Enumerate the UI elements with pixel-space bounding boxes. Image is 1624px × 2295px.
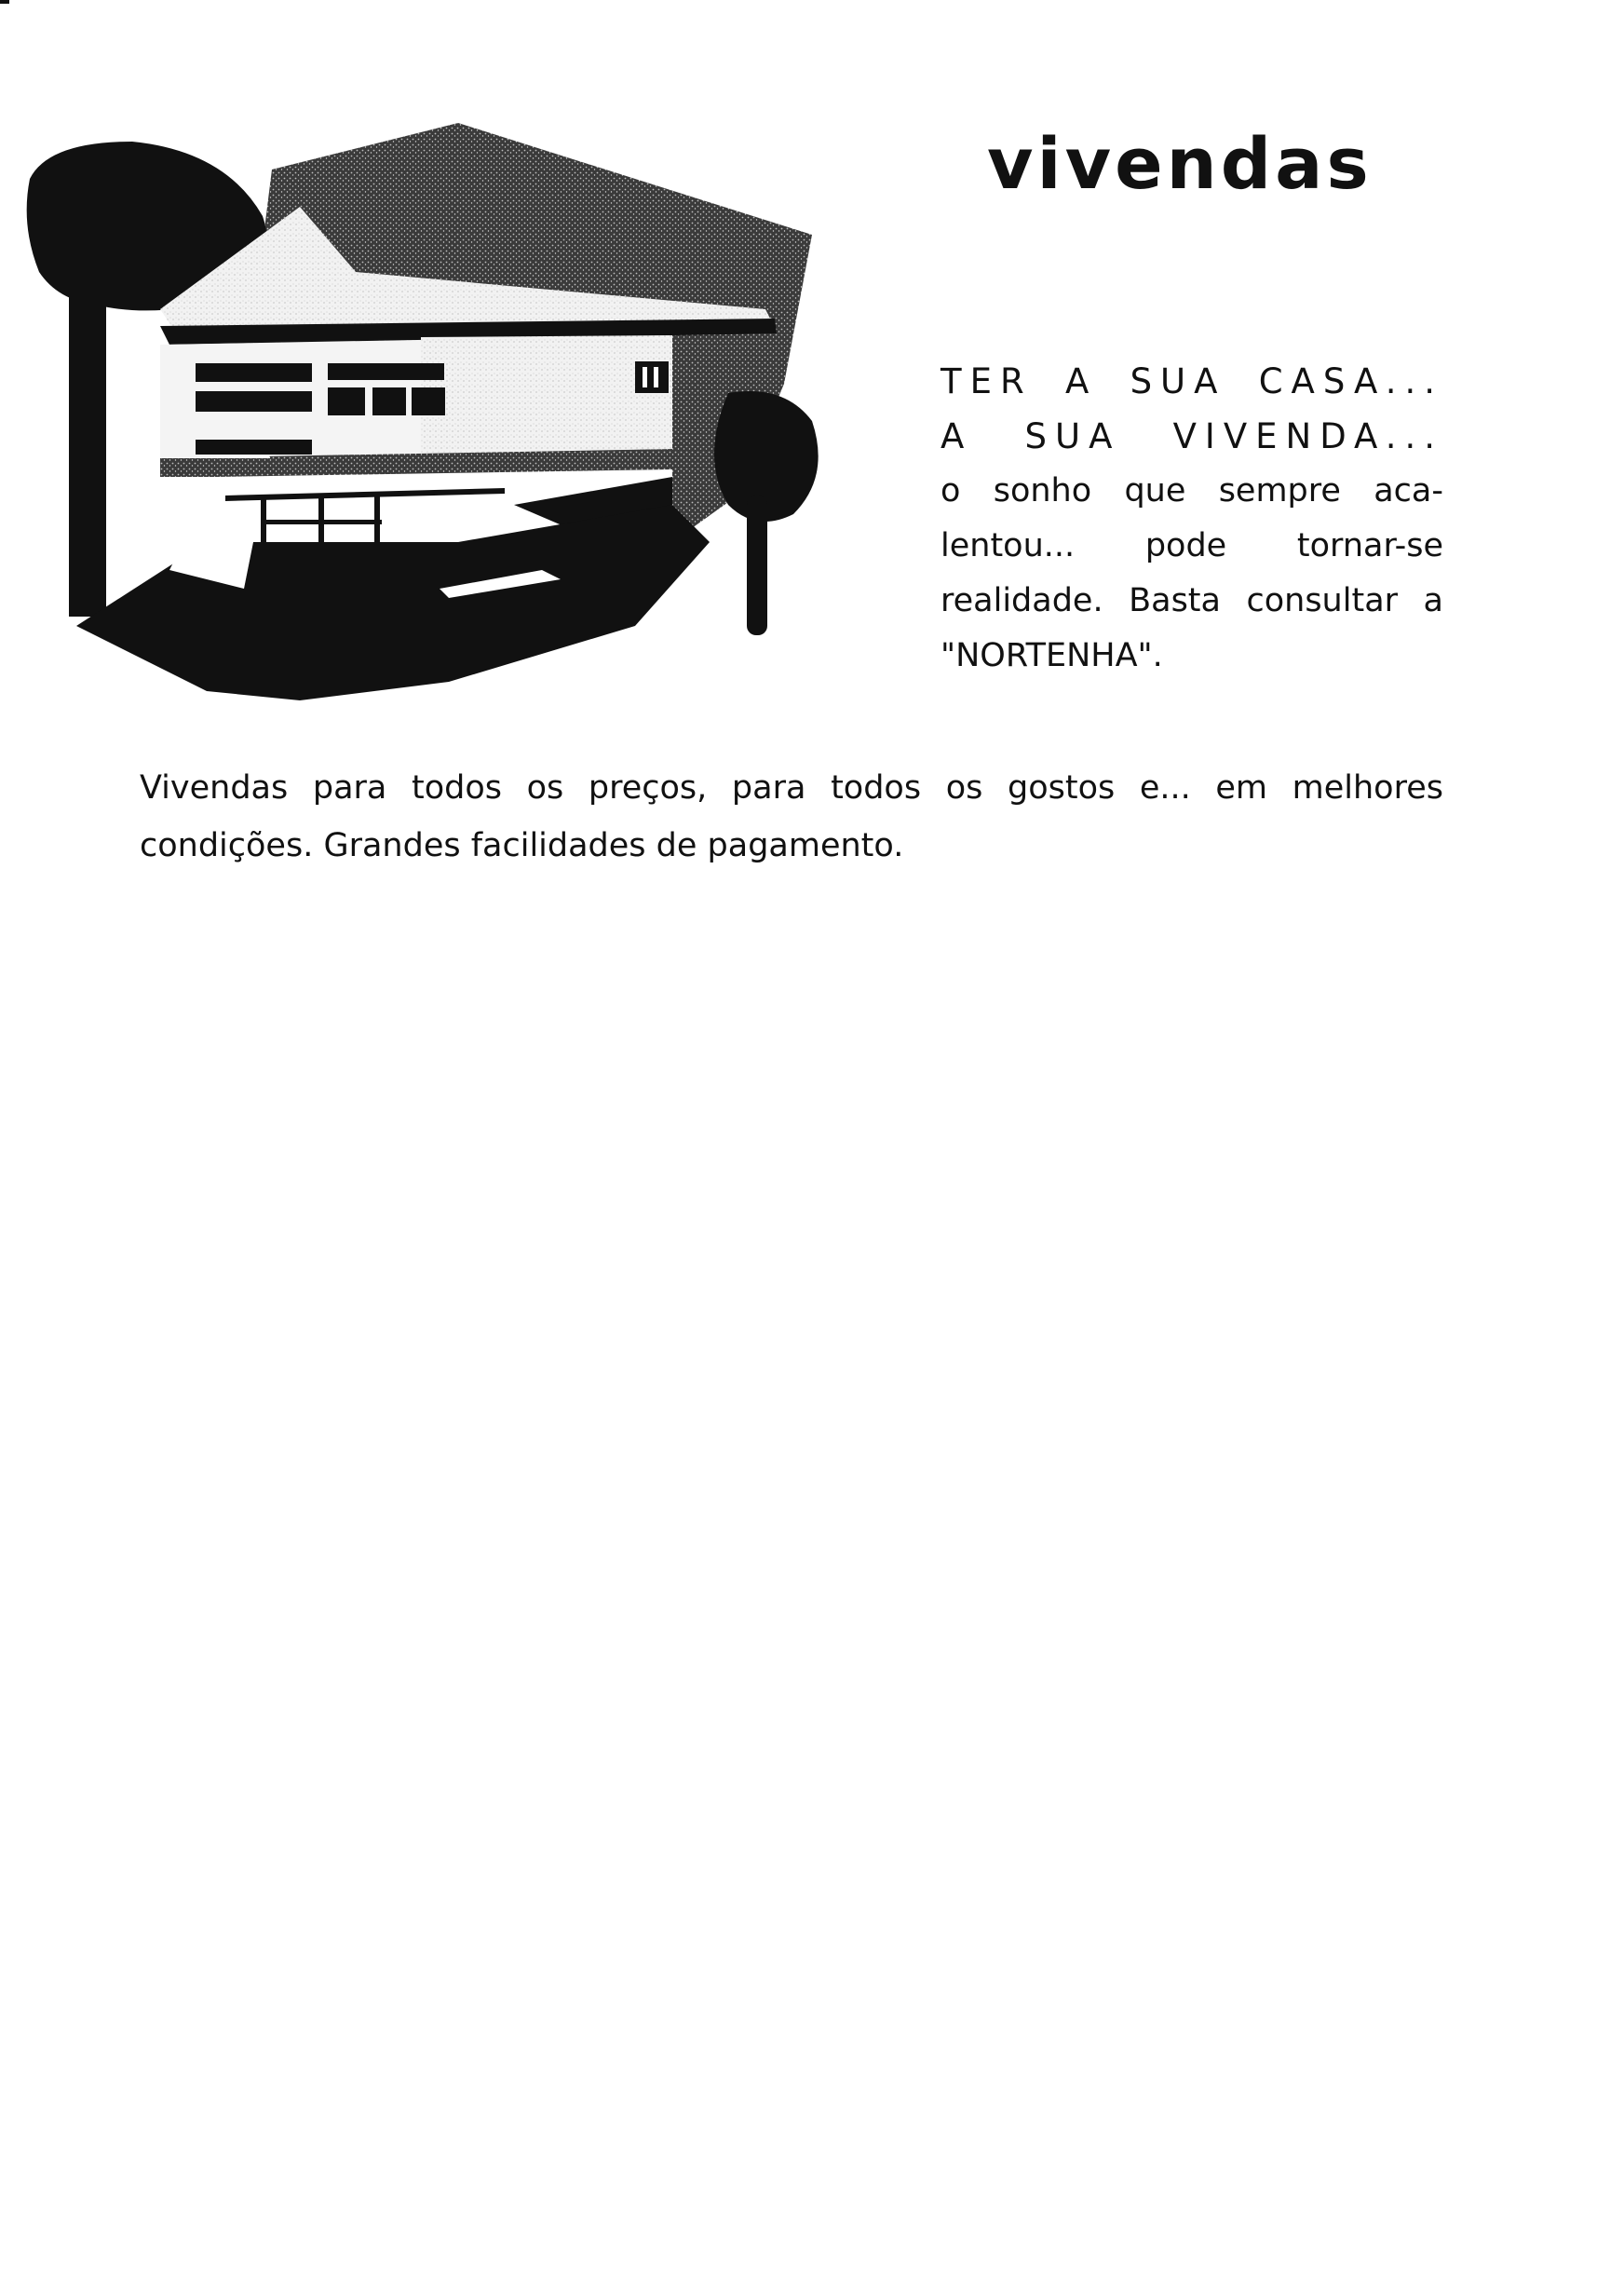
window (372, 387, 406, 415)
body-paragraph (140, 759, 1443, 875)
advert-title: vivendas (987, 122, 1373, 205)
text-line: Vivendas para todos os preços, para todos os gostos e... em melhores (140, 769, 1443, 807)
text-line: realidade. Basta consultar a (941, 582, 1443, 619)
scan-mark (0, 0, 9, 4)
rail (261, 520, 382, 524)
window (328, 363, 444, 380)
right-tree-trunk (747, 496, 767, 635)
text-line: o sonho que sempre aca- (941, 472, 1443, 509)
window-mullion (654, 367, 658, 387)
balcony-rail (196, 440, 312, 455)
window (412, 387, 445, 415)
text-line: lentou... pode tornar-se (941, 527, 1443, 564)
window (328, 387, 365, 415)
text-line: "NORTENHA". (941, 637, 1163, 674)
window (196, 363, 312, 382)
window (635, 361, 669, 393)
side-paragraph (941, 354, 1443, 684)
text-line: A SUA VIVENDA... (941, 416, 1443, 456)
house-illustration (20, 104, 840, 710)
text-line: TER A SUA CASA... (941, 361, 1443, 401)
left-tree-trunk (69, 272, 106, 617)
upper-facade-shade (421, 335, 672, 453)
text-line: condições. Grandes facilidades de pagamento. (140, 827, 904, 864)
window-mullion (643, 367, 647, 387)
window (196, 391, 312, 412)
